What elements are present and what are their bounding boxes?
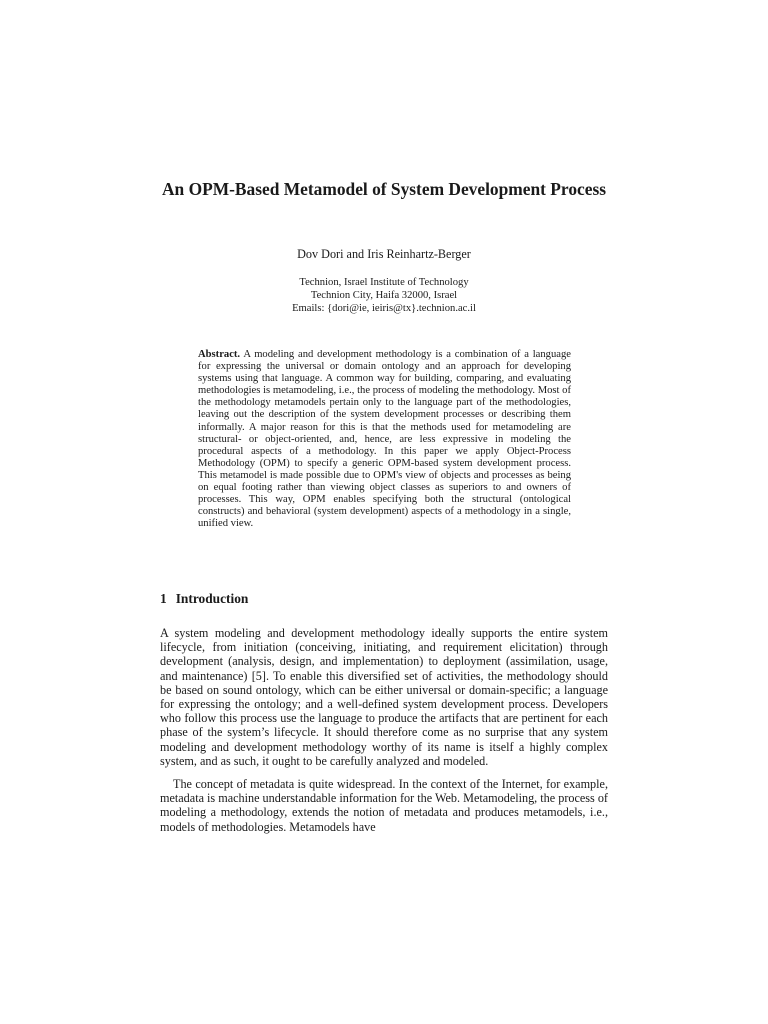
body-paragraph-2: The concept of metadata is quite widespread. In the context of the Internet, for example, metadata is machine understandable information for the Web. Metamodeling, the process of modeling a methodology, extends the notion of metadata and produces metamodels, i.e., models of methodologies. Metamodels have — [160, 777, 608, 834]
abstract-text: A modeling and development methodology is a combination of a language for expressing the universal or domain ontology and an approach for developing systems using that language. A common way for building, comparing, and evaluating methodologies is metamodeling, i.e., the process of modeling the methodology. Most of the methodology metamodels pertain only to the language part of the methodologies, leaving out the description of the system development processes or describing them informally. A major reason for this is that the methods used for metamodeling are structural- or object-oriented, and, hence, are less expressive in modeling the procedural aspects of a methodology. In this paper we apply Object-Process Methodology (OPM) to specify a generic OPM-based system development process. This metamodel is made possible due to OPM's view of objects and processes as being on equal footing rather than viewing object classes as superiors to and owners of processes. This way, OPM enables specifying both the structural (ontological constructs) and behavioral (system development) aspects of a methodology in a single, unified view. — [198, 349, 571, 530]
abstract — [198, 349, 571, 530]
section-heading — [160, 591, 248, 607]
affiliation-address: Technion City, Haifa 32000, Israel — [310, 289, 458, 301]
paper-authors: Dov Dori and Iris Reinhartz-Berger — [297, 247, 471, 261]
section-title: Introduction — [175, 591, 249, 606]
body-paragraph-1: A system modeling and development methodology ideally supports the entire system lifecycle, from initiation (conceiving, initiating, and requirement elicitation) through development (analysis, design, and implementation) to deployment (assimilation, usage, and maintenance) [5]. To enable this diversified set of activities, the methodology should be based on sound ontology, which can be either universal or domain-specific; a language for expressing the ontology; and a well-defined system development process. Developers who follow this process use the language to produce the artifacts that are pertinent for each phase of the system’s lifecycle. It should therefore come as no surprise that any system modeling and development methodology worthy of its name is itself a highly complex system, and as such, it ought to be carefully analyzed and modeled. — [160, 626, 608, 768]
affiliation-institution: Technion, Israel Institute of Technology — [299, 277, 469, 288]
paper-title: An OPM-Based Metamodel of System Development Process — [161, 179, 607, 199]
affiliation-emails: Emails: {dori@ie, ieiris@tx}.technion.ac.il — [292, 302, 476, 314]
abstract-label: Abstract. — [198, 349, 241, 360]
section-number: 1 — [160, 591, 167, 606]
affiliation-block — [160, 277, 608, 315]
